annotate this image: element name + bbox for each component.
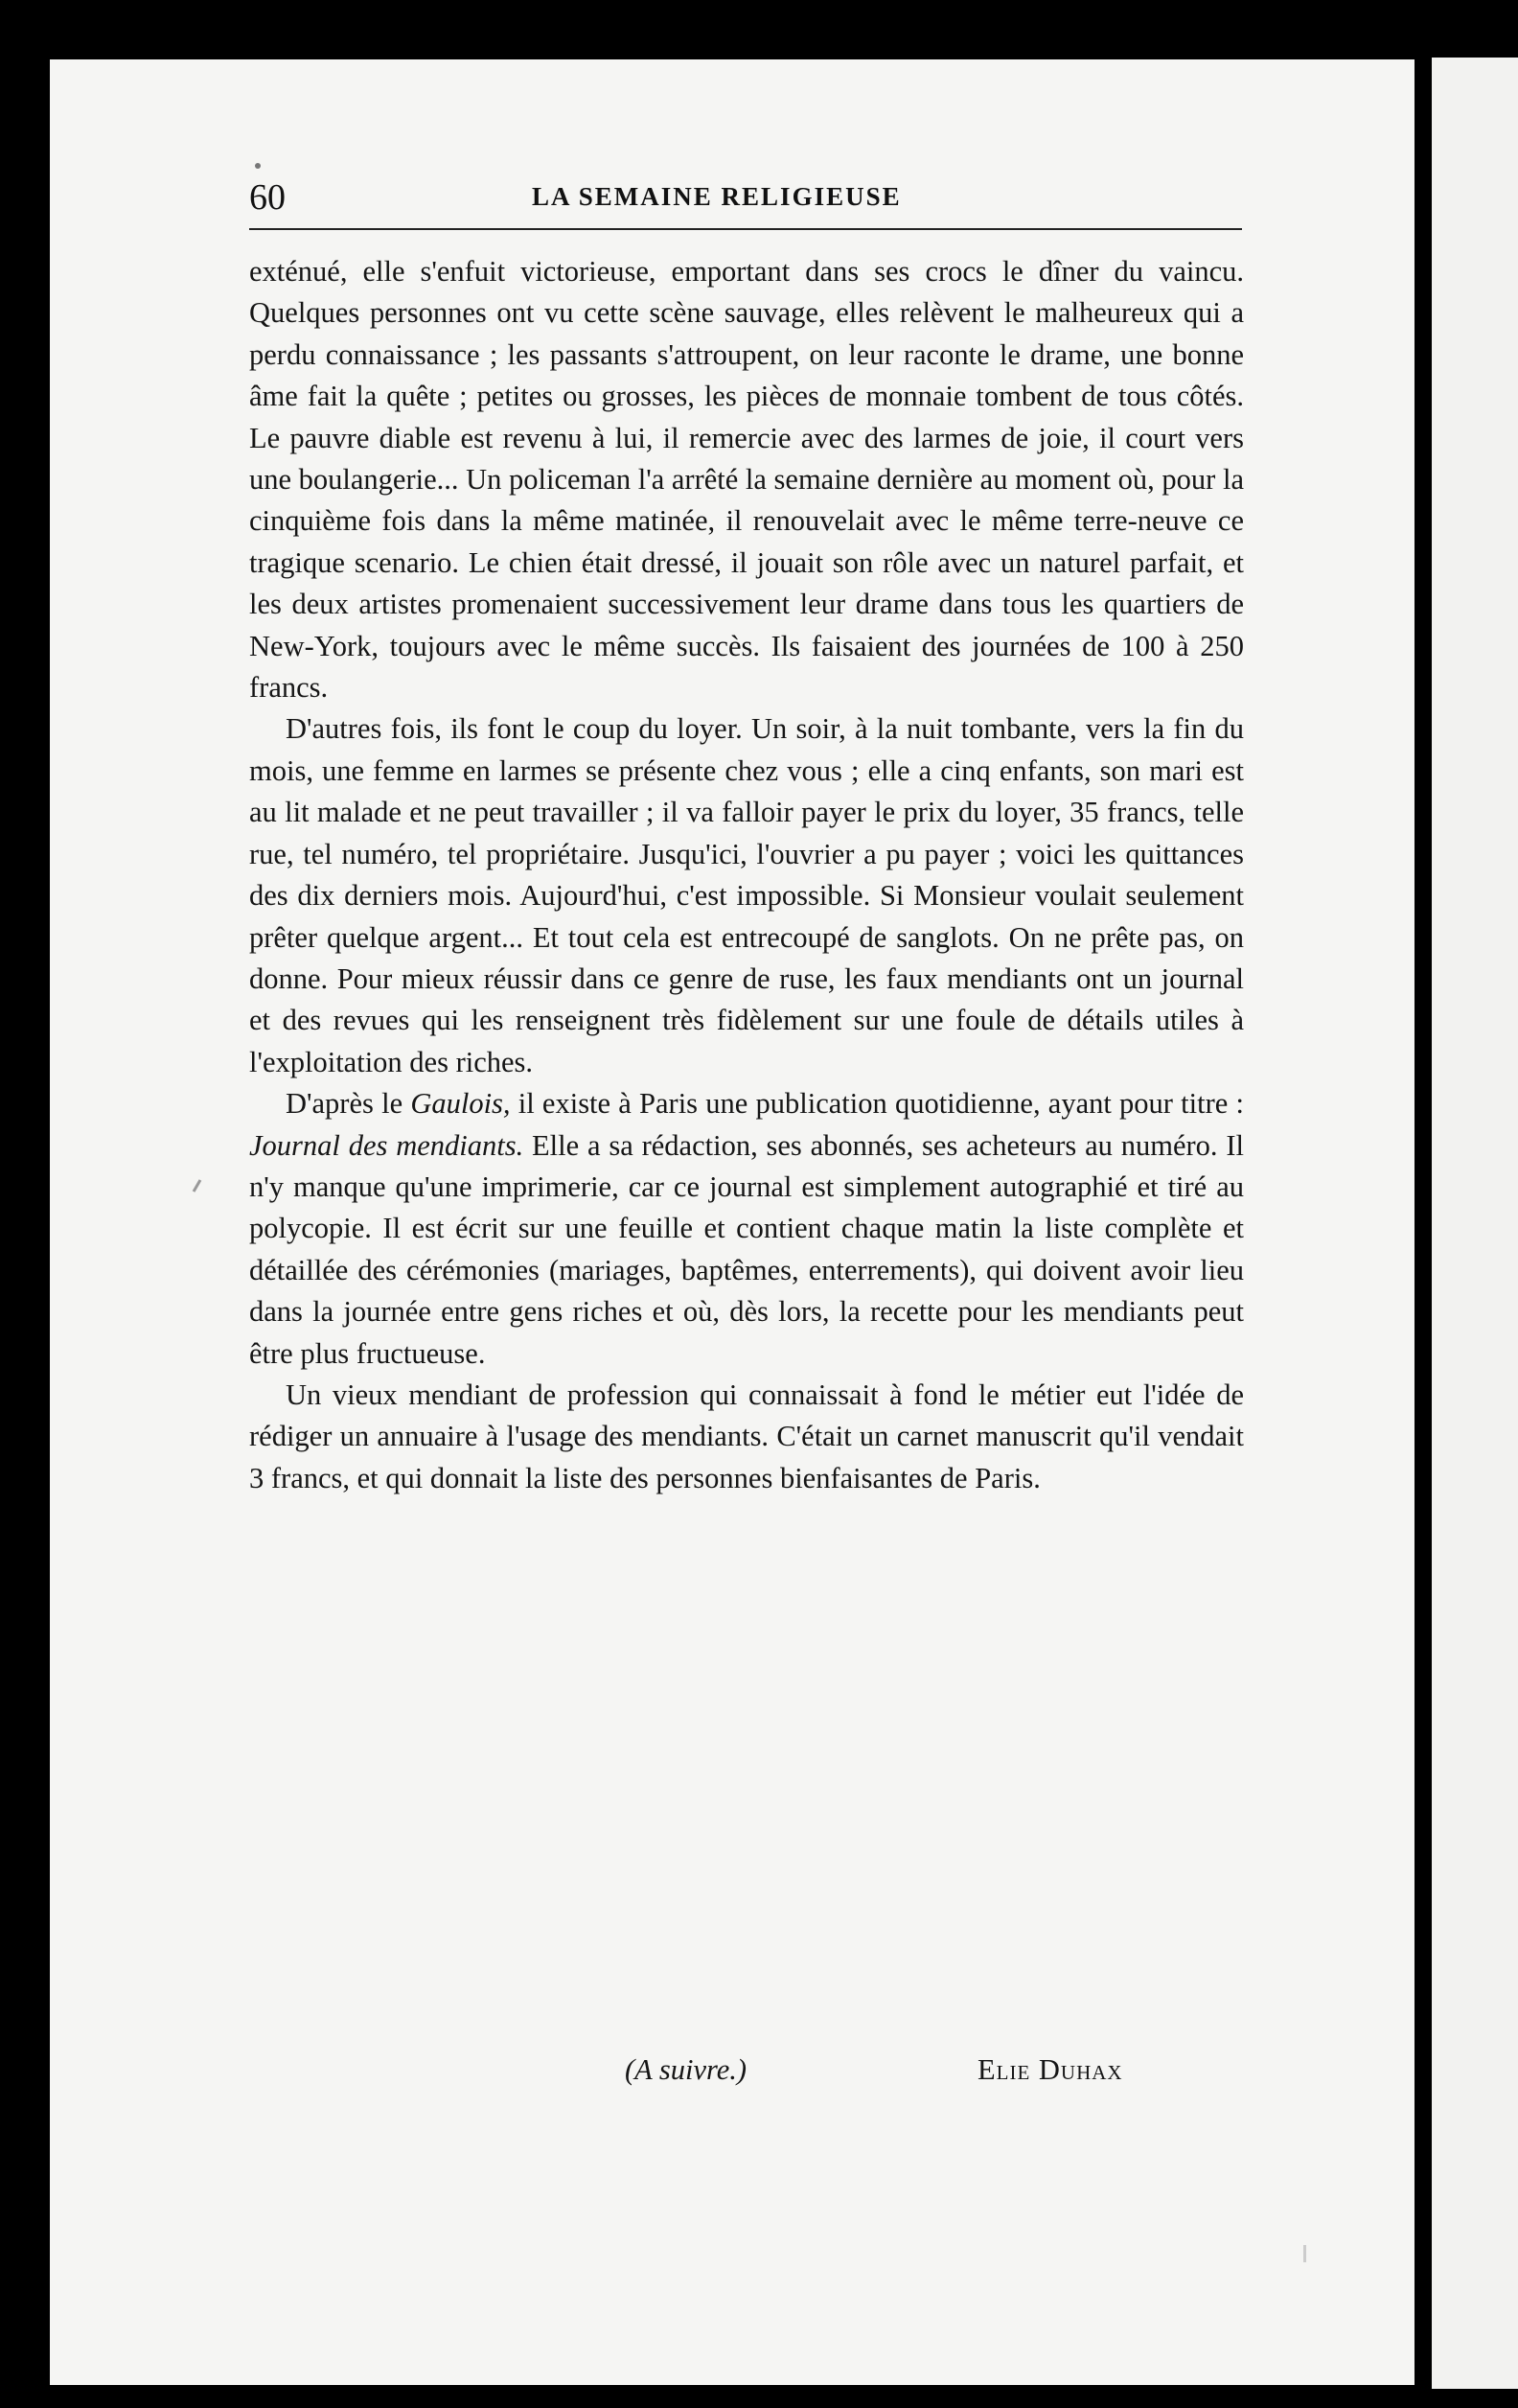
paragraph-3-end: Elle a sa rédaction, ses abonnés, ses acheteurs au numéro. Il n'y manque qu'une imprimerie, car ce journal est simplement autographié et tiré au polycopie. Il est écrit sur une feuille et contient chaque matin la liste complète et détaillée des cérémonies (mariages, baptêmes, enterrements), qui doivent avoir lieu dans la journée entre gens riches et où, dès lors, la recette pour les mendiants peut être plus fructueuse.	[249, 1128, 1245, 1370]
paragraph-1: exténué, elle s'enfuit victorieuse, emportant dans ses crocs le dîner du vaincu. Quelques personnes ont vu cette scène sauvage, elles relèvent le malheureux qui a perdu connaissance ; les passants s'attroupent, on leur raconte le drame, une bonne âme fait la quête ; petites ou grosses, les pièces de monnaie tombent de tous côtés. Le pauvre diable est revenu à lui, il remercie avec des larmes de joie, il court vers une boulangerie... Un policeman l'a arrêté la semaine dernière au moment où, pour la cinquième fois dans la même matinée, il renouvelait avec le même terre-neuve ce tragique scenario. Le chien était dressé, il jouait son rôle avec un naturel parfait, et les deux artistes promenaient successivement leur drame dans tous les quartiers de New-York, toujours avec le même succès. Ils faisaient des journées de 100 à 250 francs.	[249, 255, 1244, 705]
to-be-continued: (A suivre.)	[625, 2053, 748, 2086]
page-number: 60	[249, 177, 286, 218]
paragraph-3-middle: il existe à Paris une publication quotidienne, ayant pour titre :	[510, 1087, 1244, 1121]
speck-mark	[255, 163, 261, 169]
speck-mark	[1303, 2245, 1306, 2262]
page-header	[249, 173, 1242, 222]
newspaper-title-gaulois: Gaulois,	[410, 1087, 511, 1121]
paragraph-2: D'autres fois, ils font le coup du loyer. Un soir, à la nuit tombante, vers la fin du mois, une femme en larmes se présente chez vous ; elle a cinq enfants, son mari est au lit malade et ne peut travailler ; il va falloir payer le prix du loyer, 35 francs, telle rue, tel numéro, tel propriétaire. Jusqu'ici, l'ouvrier a pu payer ; voici les quittances des dix derniers mois. Aujourd'hui, c'est impossible. Si Monsieur voulait seulement prêter quelque argent... Et tout cela est entrecoupé de sanglots. On ne prête pas, on donne. Pour mieux réussir dans ce genre de ruse, les faux mendiants ont un journal et des revues qui les renseignent très fidèlement sur une foule de détails utiles à l'exploitation des riches.	[249, 712, 1244, 1078]
adjacent-page-edge	[1432, 58, 1518, 2389]
paragraph-3-start: D'après le	[286, 1087, 411, 1121]
article-signoff	[249, 2053, 1244, 2097]
article-body	[249, 251, 1244, 1499]
paragraph-3	[249, 1083, 1244, 1375]
newspaper-title-journal-des-mendiants: Journal des mendiants.	[249, 1128, 524, 1162]
header-rule	[249, 228, 1242, 230]
speck-mark	[193, 1179, 202, 1192]
author-name: Elie Duhax	[978, 2053, 1123, 2086]
paragraph-4: Un vieux mendiant de profession qui connaissait à fond le métier eut l'idée de rédiger un annuaire à l'usage des mendiants. C'était un carnet manuscrit qu'il vendait 3 francs, et qui donnait la liste des personnes bienfaisantes de Paris.	[249, 1378, 1244, 1494]
running-title: LA SEMAINE RELIGIEUSE	[532, 182, 902, 211]
